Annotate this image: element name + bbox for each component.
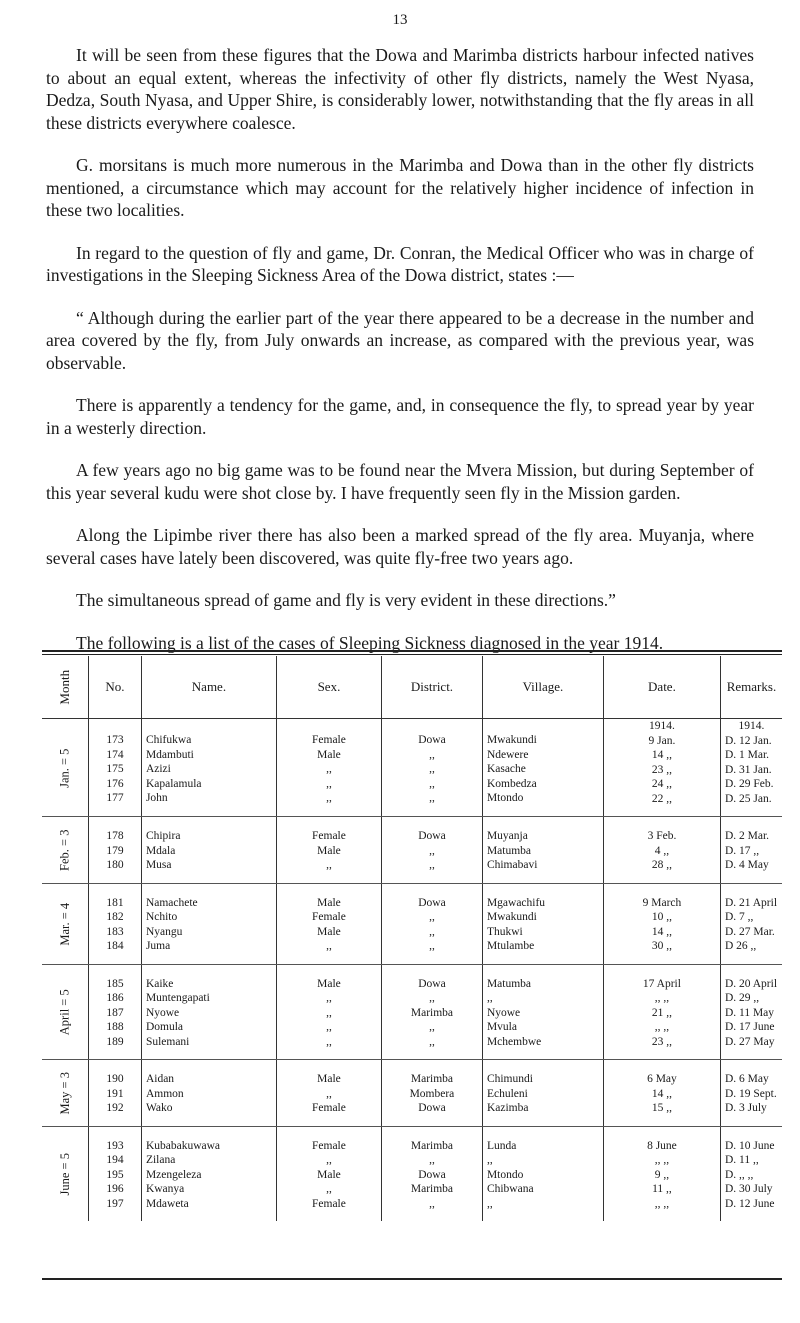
sex-value: Male [317,1168,341,1181]
remarks-value: D. 25 Jan. [724,792,772,805]
village-value: Matumba [486,977,532,990]
table-row-group [42,817,782,884]
remarks-value: D. 3 July [724,1102,767,1114]
district-value: Dowa [418,830,446,842]
no-value: 173 [106,734,124,746]
remarks-cell [720,883,782,964]
village-value: Mvula [486,1021,517,1033]
date-value: 30 ,, [651,940,672,952]
remarks-cell [720,1126,782,1221]
date-value: 15 ,, [651,1102,672,1114]
remarks-value: D. 12 Jan. [724,734,772,747]
name-value: Chipira [145,830,181,842]
village-value: Nyowe [486,1006,521,1019]
name-value: Mdambuti [145,748,194,761]
name-cell [141,1060,276,1127]
name-value: Mdaweta [145,1197,189,1210]
table-header-row [42,656,782,719]
header-remarks: Remarks. [720,656,782,719]
header-name: Name. [141,656,276,719]
date-value: 23 ,, [651,763,672,776]
village-value: Kazimba [486,1102,529,1114]
no-value: 176 [106,777,124,790]
month-cell [42,817,88,884]
paragraph: G. morsitans is much more numerous in the Marimba and Dowa than in the other fly districts mentioned, a circumstance which may account for the relatively higher incidence of infection in these two localities. [46,155,754,220]
month-label: Jan. = 5 [57,748,72,788]
no-cell [88,1126,141,1221]
village-value: Chimabavi [486,859,538,871]
district-value: Marimba [410,1139,454,1152]
no-cell [88,817,141,884]
district-value: Dowa [418,734,446,746]
district-value: ,, [429,844,435,857]
date-value: 9 March [642,896,682,909]
no-value: 191 [106,1087,124,1100]
sex-value: ,, [326,1006,332,1019]
sex-value: Male [317,925,341,938]
remarks-value: D. 7 ,, [724,911,754,923]
district-value: ,, [429,911,435,923]
sex-value: Male [317,844,341,857]
name-value: Muntengapati [145,992,210,1004]
date-value: 9 Jan. [648,734,676,747]
district-value: ,, [429,859,435,871]
remarks-year: 1914. [738,720,765,732]
district-value: ,, [429,925,435,938]
village-cell [482,1060,603,1127]
remarks-cell [720,964,782,1060]
no-value: 193 [106,1139,124,1152]
no-value: 177 [106,792,124,804]
remarks-value: D. 6 May [724,1073,769,1085]
sex-value: ,, [326,777,332,790]
remarks-value: D. 27 Mar. [724,925,775,938]
sex-value: Female [312,1197,346,1210]
name-value: Kwanya [145,1183,185,1195]
sex-cell [276,883,381,964]
no-cell [88,719,141,817]
date-value: 9 ,, [654,1168,670,1181]
district-value: ,, [429,940,435,952]
district-cell [381,1060,482,1127]
village-value: Mtulambe [486,940,535,952]
remarks-value: D. ,, ,, [724,1168,754,1181]
village-cell [482,817,603,884]
remarks-value: D. 1 Mar. [724,749,770,761]
name-value: Mzengeleza [145,1168,202,1181]
district-cell [381,964,482,1060]
date-value: ,, ,, [654,1021,670,1033]
remarks-cell [720,1060,782,1127]
date-value: 21 ,, [651,1006,672,1019]
sex-value: ,, [326,1021,332,1033]
name-value: Zilana [145,1154,176,1166]
month-label: Mar. = 4 [57,902,72,946]
sex-value: ,, [326,940,332,952]
date-value: ,, ,, [654,1154,670,1166]
no-value: 186 [106,992,124,1004]
name-value: Domula [145,1021,183,1033]
district-value: ,, [429,1021,435,1033]
date-value: 11 ,, [652,1183,672,1195]
village-value: Matumba [486,844,532,857]
header-month: Month [42,656,88,719]
name-value: Kubabakuwawa [145,1139,221,1152]
sex-value: ,, [326,792,332,804]
name-value: Nchito [145,911,178,923]
quote-paragraph: The simultaneous spread of game and fly is very evident in these directions.” [76,590,616,610]
village-cell [482,883,603,964]
village-value: ,, [486,1154,493,1166]
district-value: ,, [429,763,435,775]
remarks-value: D 26 ,, [724,940,757,952]
month-cell [42,964,88,1060]
remarks-value: D. 27 May [724,1035,775,1048]
paragraph: In regard to the question of fly and game, Dr. Conran, the Medical Officer who was in charge of investigations in the Sleeping Sickness Area of the Dowa district, states :— [46,242,754,285]
body-text [46,44,754,654]
no-value: 175 [106,763,124,775]
sex-value: Male [317,1073,341,1085]
district-cell [381,1126,482,1221]
table-row-group [42,883,782,964]
no-value: 192 [106,1102,124,1114]
sex-value: ,, [326,763,332,775]
date-value: 14 ,, [651,749,672,761]
name-value: Musa [145,859,172,871]
remarks-value: D. 30 July [724,1183,773,1195]
paragraph: The following is a list of the cases of Sleeping Sickness diagnosed in the year 1914. [76,632,664,653]
remarks-value: D. 12 June [724,1197,775,1210]
name-cell [141,883,276,964]
no-value: 179 [106,844,124,857]
no-cell [88,883,141,964]
district-value: Marimba [410,1183,454,1195]
no-value: 188 [106,1021,124,1033]
date-value: 10 ,, [651,911,672,923]
page-number: 13 [392,12,408,28]
date-value: 17 April [642,977,681,990]
village-value: Kasache [486,763,526,775]
no-value: 180 [106,859,124,871]
no-value: 183 [106,925,124,938]
quote-paragraph: A few years ago no big game was to be found near the Mvera Mission, but during September of this year several kudu were shot close by. I have frequently seen fly in the Mission garden. [46,460,754,503]
name-value: Juma [145,940,171,952]
no-value: 184 [106,940,124,952]
date-value: 24 ,, [651,778,672,790]
district-cell [381,817,482,884]
sex-value: ,, [326,992,332,1004]
date-value: 14 ,, [651,925,672,938]
village-value: Thukwi [486,925,523,938]
remarks-value: D. 2 Mar. [724,830,770,842]
district-value: Dowa [418,896,446,909]
no-value: 185 [106,977,124,990]
remarks-cell [720,719,782,817]
sex-value: Male [317,748,341,761]
village-cell [482,1126,603,1221]
sex-value: ,, [326,1154,332,1166]
month-label: May = 3 [57,1072,72,1115]
village-value: ,, [486,992,493,1004]
name-value: Nyangu [145,925,183,938]
district-cell [381,883,482,964]
remarks-value: D. 10 June [724,1139,775,1152]
sex-cell [276,719,381,817]
village-value: Mwakundi [486,911,537,923]
header-sex: Sex. [276,656,381,719]
sex-value: Female [312,830,346,842]
date-cell [603,964,720,1060]
date-cell [603,1060,720,1127]
sex-value: Female [312,734,346,746]
date-value: 6 May [647,1073,677,1085]
village-value: Lunda [486,1139,517,1152]
no-value: 196 [106,1183,124,1195]
date-cell [603,1126,720,1221]
date-value: 14 ,, [651,1087,672,1100]
village-value: ,, [486,1197,493,1210]
remarks-value: D. 17 ,, [724,844,760,857]
no-cell [88,964,141,1060]
name-value: Azizi [145,763,171,775]
remarks-cell [720,817,782,884]
district-value: Dowa [418,1102,446,1114]
date-year: 1914. [649,720,675,732]
sex-value: ,, [326,1035,332,1048]
village-value: Mtondo [486,792,524,804]
district-value: ,, [429,748,435,761]
sex-value: ,, [326,1183,332,1195]
name-cell [141,1126,276,1221]
name-value: John [145,792,168,804]
sex-value: Female [312,1139,346,1152]
village-value: Mwakundi [486,734,537,746]
district-value: ,, [429,792,435,804]
district-value: ,, [429,1154,435,1166]
sex-cell [276,1060,381,1127]
sex-value: Male [317,977,341,990]
district-value: ,, [429,777,435,790]
district-value: ,, [429,1035,435,1048]
village-value: Echuleni [486,1087,528,1100]
sex-cell [276,817,381,884]
sex-cell [276,964,381,1060]
date-cell [603,719,720,817]
remarks-value: D. 21 April [724,896,778,909]
no-value: 197 [106,1197,124,1210]
name-value: Sulemani [145,1035,190,1048]
district-value: Marimba [410,1006,454,1019]
village-cell [482,719,603,817]
name-value: Chifukwa [145,734,192,746]
village-cell [482,964,603,1060]
month-cell [42,1060,88,1127]
sex-value: Female [312,911,346,923]
sex-value: Female [312,1102,346,1114]
district-value: ,, [429,1197,435,1210]
name-value: Kaike [145,977,174,990]
name-cell [141,719,276,817]
remarks-value: D. 31 Jan. [724,763,772,776]
remarks-value: D. 29 Feb. [724,778,774,790]
remarks-value: D. 19 Sept. [724,1087,777,1100]
table-row-group [42,719,782,817]
sex-value: ,, [326,859,332,871]
name-value: Mdala [145,844,176,857]
district-value: Dowa [418,977,446,990]
header-no: No. [88,656,141,719]
village-value: Mgawachifu [486,896,546,909]
district-value: Marimba [410,1073,454,1085]
no-value: 195 [106,1168,124,1181]
sex-value: ,, [326,1087,332,1100]
date-value: 3 Feb. [647,830,677,842]
name-cell [141,964,276,1060]
date-value: ,, ,, [654,992,670,1004]
month-label: Feb. = 3 [57,829,72,871]
remarks-value: D. 11 ,, [724,1154,759,1166]
cases-table-grid [42,656,782,1221]
name-value: Nyowe [145,1006,180,1019]
remarks-value: D. 20 April [724,977,778,990]
quote-paragraph: “ Although during the earlier part of the year there appeared to be a decrease in the number and area covered by the fly, from July onwards an increase, as compared with the previous year, was observable. [46,307,754,373]
no-cell [88,1060,141,1127]
no-value: 178 [106,830,124,842]
header-village: Village. [482,656,603,719]
village-value: Chibwana [486,1183,534,1195]
date-value: 28 ,, [651,859,672,871]
no-value: 174 [106,748,124,761]
village-value: Ndewere [486,748,529,761]
village-value: Kombedza [486,777,537,790]
no-value: 182 [106,911,124,923]
date-cell [603,883,720,964]
village-value: Mtondo [486,1168,524,1181]
header-district: District. [381,656,482,719]
month-cell [42,719,88,817]
table-row-group [42,1060,782,1127]
date-value: 8 June [647,1139,677,1152]
remarks-value: D. 17 June [724,1021,775,1033]
month-cell [42,1126,88,1221]
district-value: Dowa [418,1168,446,1181]
table-row-group [42,1126,782,1221]
quote-paragraph: Along the Lipimbe river there has also been a marked spread of the fly area. Muyanja, where several cases have lately been discovered, was quite fly-free two years ago. [46,525,754,568]
no-value: 194 [106,1154,124,1166]
village-value: Muyanja [486,830,528,842]
date-value: 23 ,, [651,1035,672,1048]
quote-paragraph: There is apparently a tendency for the game, and, in consequence the fly, to spread year by year in a westerly direction. [46,395,754,438]
name-value: Aidan [145,1073,175,1085]
paragraph: It will be seen from these figures that the Dowa and Marimba districts harbour infected natives to about an equal extent, whereas the infectivity of other fly districts, namely the West Nyasa, Dedza, South Nyasa, and Upper Shire, is considerably lower, notwithstanding that the fly areas in all these districts everywhere coalesce. [46,45,754,133]
village-value: Mchembwe [486,1035,542,1048]
name-value: Kapalamula [145,777,202,790]
date-value: 4 ,, [654,844,670,857]
no-value: 187 [106,1006,124,1019]
cases-table [42,650,782,1280]
sex-cell [276,1126,381,1221]
month-label: April = 5 [57,989,72,1036]
no-value: 189 [106,1035,124,1048]
date-value: ,, ,, [654,1197,670,1210]
remarks-value: D. 11 May [724,1006,775,1019]
district-value: ,, [429,992,435,1004]
name-cell [141,817,276,884]
name-value: Ammon [145,1087,184,1100]
sex-value: Male [317,896,341,909]
date-cell [603,817,720,884]
no-value: 181 [106,896,124,909]
district-value: Mombera [409,1087,455,1100]
district-cell [381,719,482,817]
month-label: June = 5 [57,1153,72,1196]
month-cell [42,883,88,964]
name-value: Wako [145,1102,173,1114]
no-value: 190 [106,1073,124,1085]
remarks-value: D. 29 ,, [724,992,760,1004]
header-date: Date. [603,656,720,719]
village-value: Chimundi [486,1073,533,1085]
name-value: Namachete [145,896,198,909]
table-row-group [42,964,782,1060]
remarks-value: D. 4 May [724,859,769,871]
date-value: 22 ,, [651,792,672,805]
